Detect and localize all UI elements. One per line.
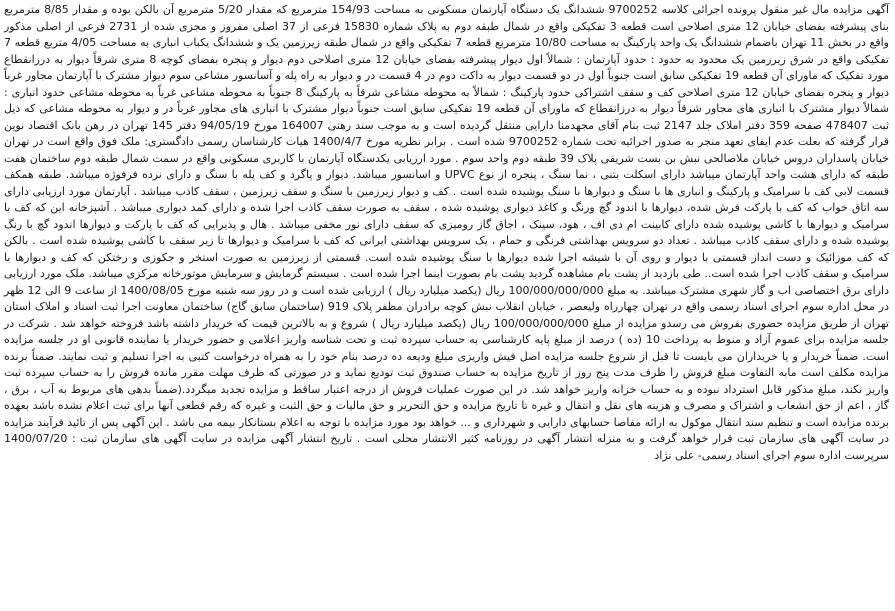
- auction-notice-text: آگهی مزایده مال غیر منقول پرونده اجرائی کلاسه 9700252 ششدانگ یک دستگاه آپارتمان مسکونی به مساحت 154/93 مترمربع که مقدار 5/20 مترمربع آن بالکن بوده و مقدار 8/85 مترمربع بنای پیشرفته بفضای خیابان 12 متری اصلاحی است قطعه 3 تفکیکی واقع در شمال طبقه دوم به پلاک شماره 15830 فرعی از 37 اصلی مفروز و مجزی شده از 2731 فرعی از اصلی مذکور واقع در بخش 11 تهران باضمام ششدانگ یک واحد پارکینگ به مساحت 10/80 مترمربع قطعه 7 تفکیکی واقع در شمال طبقه زیرزمین یک و ششدانگ یکباب انباری به مساحت 4/05 متربع قطعه 7 تفکیکی واقع در شرق زیرزمین یک محدود به حدود : حدود آپارتمان : شمالاً اول دیوار پیشرفته بفضای خیابان 12 متری اصلاحی دوم دیوار و پنجره بفضای کوچه 8 متری شرقاً دیوار به درزانقطاع مورد تفکیک که ماورای آن قطعه 19 تفکیکی سابق است جنوباً اول در دو قسمت دیوار به داکت دوم در 4 قسمت در و دیوار به راه پله و آسانسور مشاعی سوم دیوار مشترک با آپارتمان مجاور غرباً دیوار و پنجره بفضای خیابان 12 متری اصلاحی کف و سقف اشتراکی حدود پارکینگ : شمالاً به محوطه مشاعی شرقاً به پارکینگ 8 جنوباً به محوطه مشاعی غرباً به محوطه مشاعی حدود انباری : شمالاً دیوار مشترک با انباری های مجاور شرقاً دیوار به درزانقطاع که ماورای آن قطعه 19 تفکیکی سابق است جنوباً دیوار مشترک با انباری های مجاور غرباً در و دیوار به محوطه مشاعی که ذیل ثبت 478407 صفحه 359 دفتر املاک جلد 2147 ثبت بنام آقای مجهدمنا دارایی منتقل گردیده است و به موجب سند رهنی 164007 مورخ 94/05/19 دفتر 145 تهران در رهن بانک اقتصاد نوین قرار گرفته که بعلت عدم ایفای تعهد منجر به صدور اجرائیه تحت شماره 9700252 شده است . برابر نظریه مورخ 1400/4/7 هیات کارشناسان رسمی دادگستری: ملک فوق واقع است در تهران خیابان پاسداران دروس خیابان ملاصالحی نبش بن بست شریفی پلاک 39 طبقه دوم واحد سوم . مورد ارزیابی یکدستگاه آپارتمان با کاربری مسکونی واقع در سمت شمال طبقه دوم ساختمان هفت طبقه که دارای هشت واحد آپارتمان میباشد دارای اسکلت بتنی ، نما سنگ ، پنجره از نوع UPVC و اسانسور میباشد. دیوار و پاگرد و کف پله با سنگ و دارای نرده فرفوژه میباشد. طبقه همکف قسمت لابی کف با سرامیک و پارکینگ و انباری ها با سنگ و دیوارها با سنگ پوشیده شده است . کف و دیوار زیرزمین با سنگ و سقف زیرزمین ، سقف کاذب میباشد . آپارتمان مورد ارزیابی دارای سه اتاق خواب که کف با پارکت فرش شده، دیوارها با اندود گچ ورنگ و کاغذ دیواری پوشیده شده ، سقف به صورت سقف کاذب اجرا شده و دارای کمد دیواری میباشد . آشپزخانه این که کف با سرامیک و دیوارها با کاشی پوشیده شده دارای کابینت ام دی اف ، هود، سینک ، اجاق گاز رومیزی که سقف دارای نور مخفی میباشد . هال و پذیرایی که کف با پارکت و دیوارها اندود گچ با رنگ پوشیده شده و دارای سقف کاذب میباشد . تعداد دو سرویس بهداشتی فرنگی و حمام ، یک سرویس بهداشتی ایرانی که کف با سرامیک و دیوارها تا زیر سقف با کاشی پوشیده شده است . بالکن که کف موزائیک و دست انداز قسمتی با دیوار و روی آن با شیشه اجرا شده دیوارها با سنگ پوشیده شده است. قسمتی از زیرزمین به صورت استخر و جکوزی و رختکن که کف و دیوارها با سرامیک و سقف کاذب اجرا شده است.. طی بازدید از پشت بام مشاهده گردید پشت بام بصورت اینما اجرا شده است . سیستم گرمایش و سرمایش موتورخانه مرکزی میباشد. ملک مورد ارزیابی دارای برق اختصاصی اب و گاز شهری مشترک میباشد. به مبلغ 100/000/000/000 ریال (یکصد میلیارد ریال ) ارزیابی شده است و در روز سه شنبه مورخ 1400/08/05 از ساعت 9 الی 12 ظهر در محل اداره سوم اجرای اسناد رسمی واقع در تهران چهارراه ولیعصر ، خیابان انقلاب نبش کوچه برادران مظفر پلاک 919 (ساختمان سابق گاج) ساختمان معاونت اجرا ثبت اسناد و املاک استان تهران از طریق مزایده حضوری بفروش می رسدو مزایده از مبلغ 100/000/000/000 ریال (یکصد میلیارد ریال ) شروع و به بالاترین قیمت که خریدار داشته باشد فروخته خواهد شد . شرکت در جلسه مزایده برای عموم آزاد و منوط به پرداخت 10 (ده ) درصد از مبلغ پایه کارشناسی به حساب سپرده ثبت و تحت شناسه واریز اعلامی و حضور خریدار یا نماینده قانونی او در جلسه مزایده است. ضمناً خریدار و یا خریداران می بایست تا قبل از شروع جلسه مزایده اصل فیش واریزی مبلغ ودیعه ده درصد بنام خود را به همراه درخواست کتبی به اجرا تسلیم و ثبت نمایند. ضمناً برنده مزایده مکلف است مابه التفاوت مبلغ فروش را ظرف مدت پنج روز از تاریخ مزایده به حساب صندوق ثبت تودیع نماید و در صورتی که ظرف مهلت مقرر مانده فروش را به حساب سپرده ثبت واریز نکند، مبلغ مذکور قابل استرداد نبوده و به حساب خزانه واریز خواهد شد. در این صورت عملیات فروش از درجه اعتبار ساقط و مزایده تجدید میگردد.(ضمناً بدهی های مربوط به آب ، برق ، گاز ، اعم از حق انشعاب و اشتراک و مصرف و هزینه های نقل و انتقال و غیره تا تاریخ مزایده و حق التحریر و حق مالیات و حق الثبت و غیره که رقم قطعی آنها برای ثبت اعلام نشده باشد بعهده برنده مزایده است و تنظیم سند انتقال موکول به ارائه مفاصا حسابهای دارایی و شهرداری و ... خواهد بود مورد مزایده با توجه به اعلام بستانکار بیمه می باشد . این آگهی پس از تائید فرآیند مزایده در سایت آگهی های سازمان ثبت قرار خواهد گرفت و به منزله انتشار آگهی در روزنامه کثیر الانتشار محلی است . تاریخ انتشار آگهی مزایده در سایت آگهی های سازمان ثبت : 1400/07/20 سرپرست اداره سوم اجرای اسناد رسمی- علی نژاد: [4, 3, 890, 462]
